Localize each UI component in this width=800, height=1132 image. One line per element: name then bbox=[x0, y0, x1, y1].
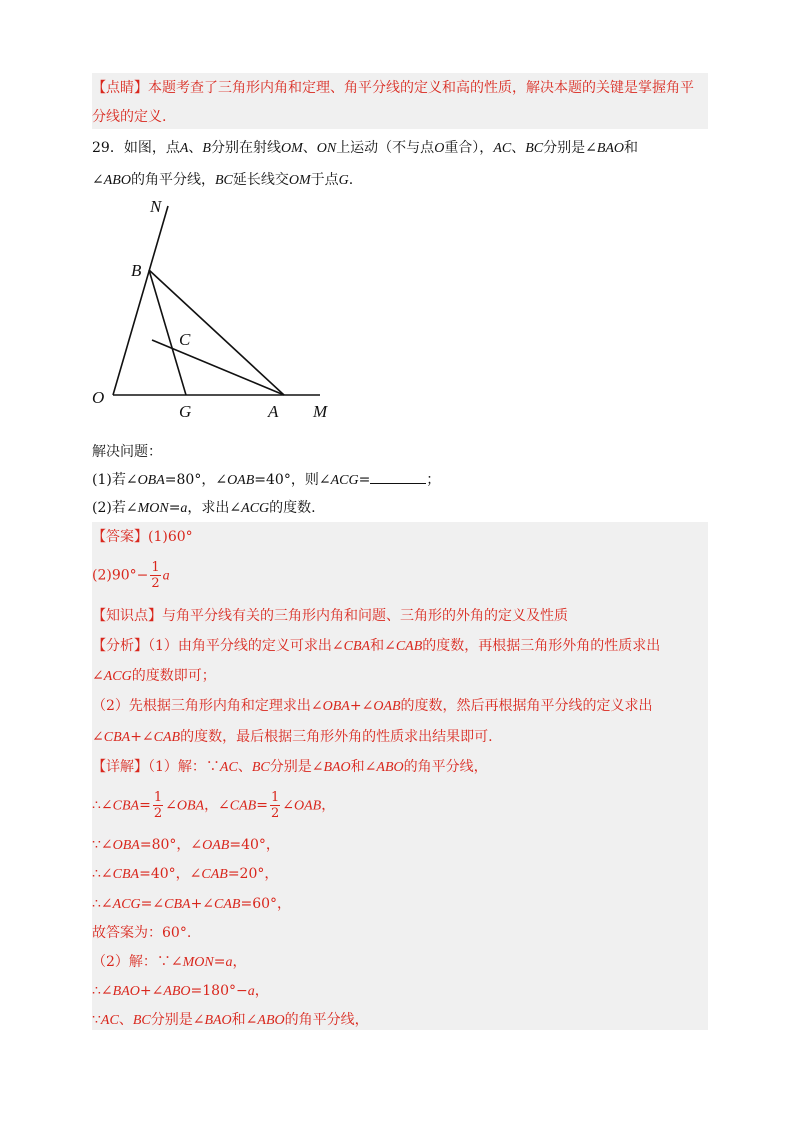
answer-line-2: (2)90°− $\frac{1}{2}$ a bbox=[92, 560, 170, 591]
analysis-line-1: 【分析】（1）由角平分线的定义可求出∠CBA和∠CAB的度数，再根据三角形外角的性质求出 bbox=[92, 638, 661, 654]
sub-question-1: (1)若∠OBA=80°，∠OAB=40°，则∠ACG= ； bbox=[92, 469, 440, 491]
sub-question-2: (2)若∠MON=a，求出∠ACG的度数. bbox=[92, 500, 316, 516]
segment-ba bbox=[149, 270, 284, 395]
dianjing-line-1: 【点睛】本题考查了三角形内角和定理、角平分线的定义和高的性质，解决本题的关键是掌握角平 bbox=[92, 80, 694, 96]
fraction-half: $\frac{1}{2}$ bbox=[151, 560, 160, 591]
fraction-half: $\frac{1}{2}$ bbox=[270, 790, 280, 821]
segment-ac-extended bbox=[152, 340, 284, 395]
fraction-half: $\frac{1}{2}$ bbox=[153, 790, 163, 821]
label-a: A bbox=[268, 402, 279, 421]
ray-on bbox=[113, 206, 168, 395]
detail-line-2: ∴∠CBA= $\frac{1}{2}$ ∠OBA，∠CAB= $\frac{1}{2}$ ∠OAB， bbox=[92, 790, 336, 821]
solve-heading: 解决问题： bbox=[92, 444, 162, 460]
label-o: O bbox=[92, 388, 105, 407]
label-g: G bbox=[179, 402, 192, 421]
label-n: N bbox=[150, 197, 162, 216]
detail-line-3: ∵∠OBA=80°，∠OAB=40°， bbox=[92, 837, 280, 853]
detail-line-7: （2）解：∵∠MON=a， bbox=[92, 954, 247, 970]
analysis-line-3: （2）先根据三角形内角和定理求出∠OBA+∠OAB的度数，然后再根据角平分线的定义求出 bbox=[92, 698, 653, 714]
geometry-figure bbox=[80, 190, 350, 430]
analysis-line-4: ∠CBA+∠CAB的度数，最后根据三角形外角的性质求出结果即可. bbox=[92, 729, 493, 745]
answer-line-1: 【答案】(1)60° bbox=[92, 529, 193, 545]
label-m: M bbox=[313, 402, 328, 421]
question-29-line-1: 29．如图，点A、B分别在射线OM、ON上运动（不与点O重合），AC、BC分别是∠BAO和 bbox=[92, 140, 639, 156]
answer-blank bbox=[370, 469, 426, 484]
analysis-line-2: ∠ACG的度数即可； bbox=[92, 668, 216, 684]
detail-line-5: ∴∠ACG=∠CBA+∠CAB=60°， bbox=[92, 896, 292, 912]
question-29-line-2: ∠ABO的角平分线，BC延长线交OM于点G. bbox=[92, 172, 354, 188]
label-b: B bbox=[131, 261, 142, 280]
detail-line-6: 故答案为：60°. bbox=[92, 925, 192, 941]
detail-line-1: 【详解】（1）解：∵AC、BC分别是∠BAO和∠ABO的角平分线， bbox=[92, 759, 488, 775]
label-c: C bbox=[179, 330, 191, 349]
knowledge-point: 【知识点】与角平分线有关的三角形内角和问题、三角形的外角的定义及性质 bbox=[92, 608, 568, 624]
dianjing-line-2: 分线的定义. bbox=[92, 109, 167, 125]
detail-line-8: ∴∠BAO+∠ABO=180°−a， bbox=[92, 983, 269, 999]
detail-line-4: ∴∠CBA=40°，∠CAB=20°， bbox=[92, 866, 279, 882]
detail-line-9: ∵AC、BC分别是∠BAO和∠ABO的角平分线， bbox=[92, 1012, 369, 1028]
